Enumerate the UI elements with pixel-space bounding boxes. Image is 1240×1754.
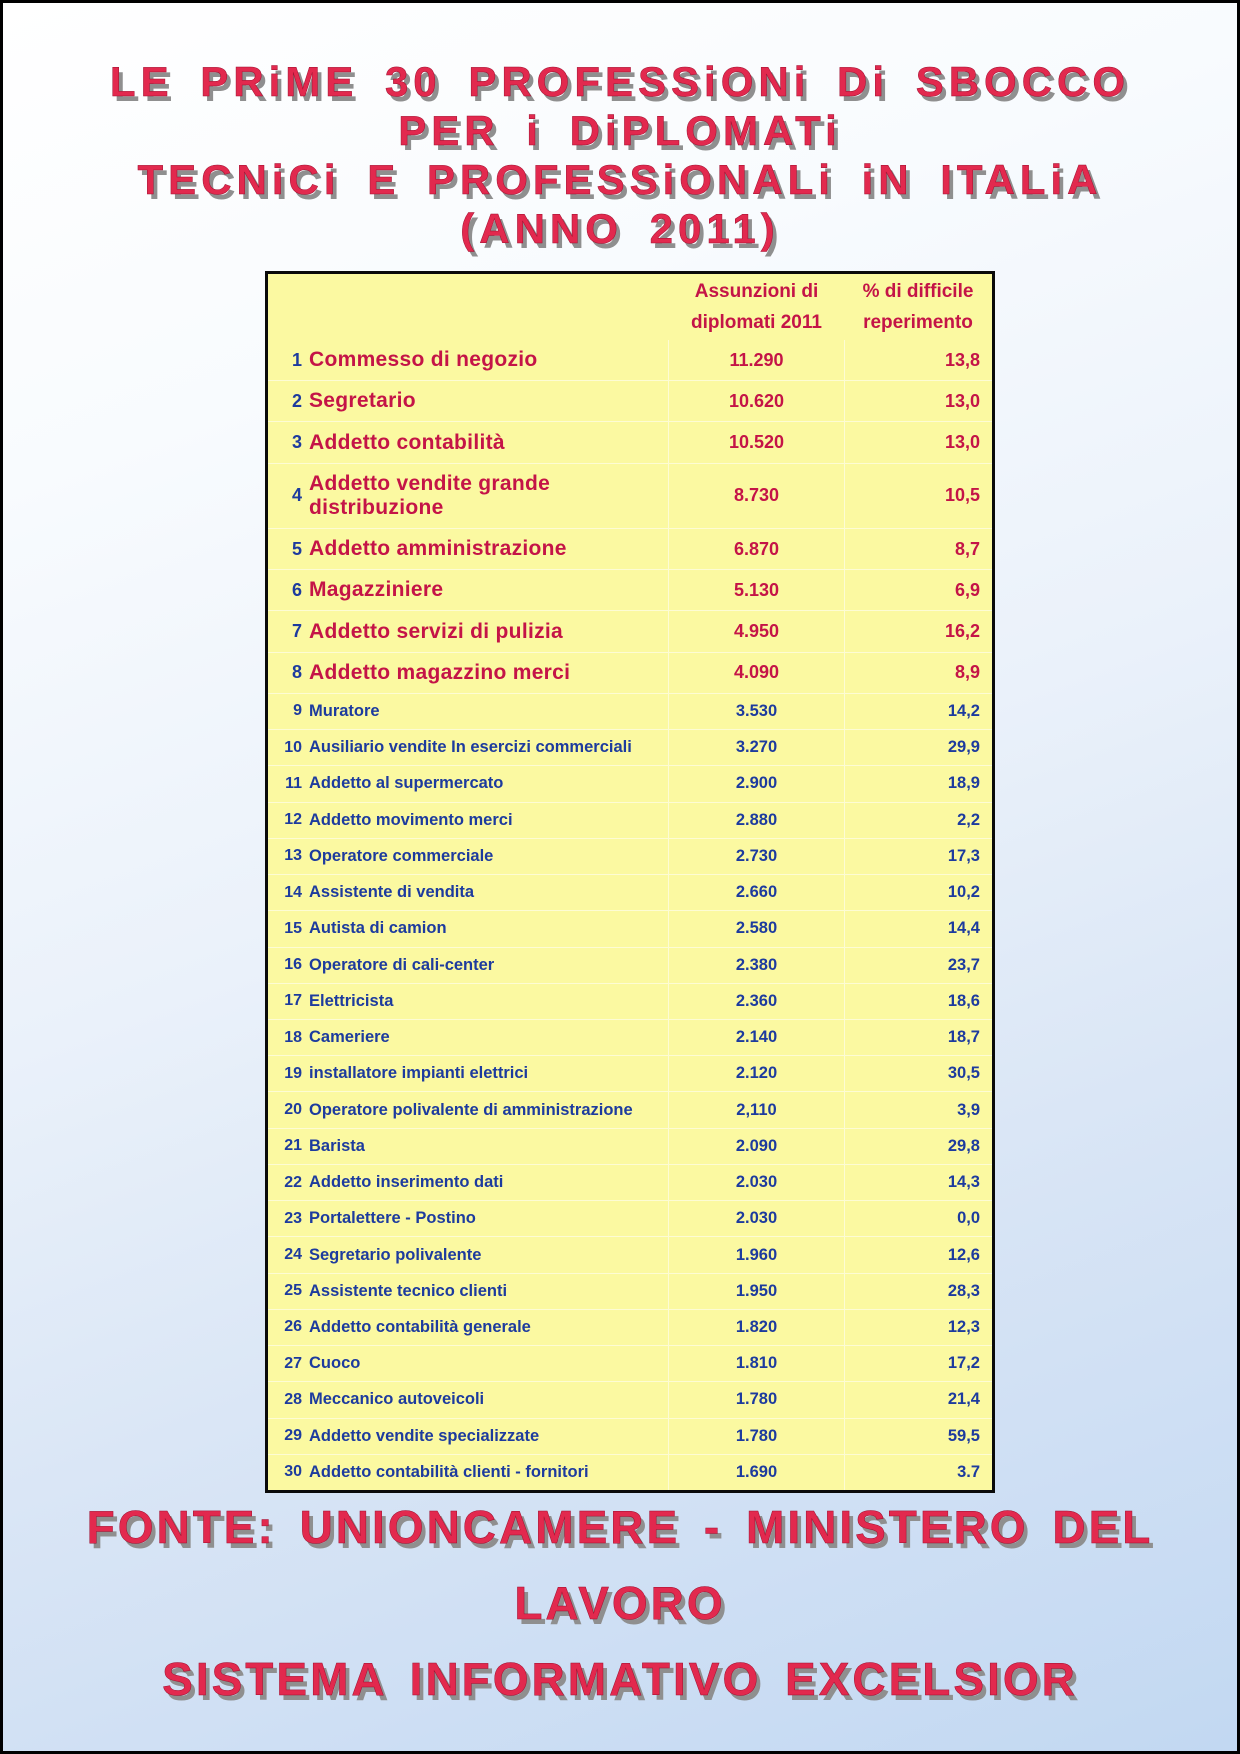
table-row — [268, 947, 992, 983]
table-row — [268, 340, 992, 380]
row-rank: 21 — [284, 1137, 302, 1155]
table-row — [268, 1236, 992, 1272]
row-hires: 2.090 — [668, 1129, 844, 1164]
table-row — [268, 1164, 992, 1200]
row-pct: 59,5 — [844, 1419, 992, 1454]
title-line-3: TECNiCi E PROFESSiONALi iN ITALiA — [137, 156, 1103, 203]
row-rank: 17 — [284, 992, 302, 1010]
row-rank: 30 — [284, 1463, 302, 1481]
row-profession: Addetto vendite grande distribuzione — [309, 471, 551, 519]
row-pct: 23,7 — [844, 948, 992, 983]
row-pct: 10,5 — [844, 464, 992, 528]
row-rank: 15 — [284, 919, 302, 937]
row-profession: Addetto inserimento dati — [309, 1173, 504, 1192]
row-hires: 1.820 — [668, 1310, 844, 1345]
row-profession: Operatore commerciale — [309, 846, 494, 865]
row-rank: 19 — [284, 1064, 302, 1082]
row-profession: Segretario polivalente — [309, 1245, 482, 1264]
row-hires: 10.620 — [668, 381, 844, 421]
row-profession: Addetto contabilità generale — [309, 1317, 531, 1336]
row-hires: 2.900 — [668, 766, 844, 801]
row-pct: 13,0 — [844, 381, 992, 421]
table-row — [268, 1345, 992, 1381]
table-row — [268, 838, 992, 874]
table-row — [268, 528, 992, 569]
row-rank: 9 — [293, 702, 302, 720]
source-note — [3, 1489, 1237, 1717]
footer-line-1: FONTE: UNIONCAMERE - MINISTERO DEL LAVORO — [86, 1501, 1154, 1629]
table-row — [268, 729, 992, 765]
row-rank: 23 — [284, 1209, 302, 1227]
row-rank: 4 — [291, 485, 302, 506]
row-hires: 2.360 — [668, 984, 844, 1019]
row-rank: 16 — [284, 956, 302, 974]
page-title — [3, 57, 1237, 253]
row-profession: Elettricista — [309, 991, 394, 1010]
row-profession: Operatore di cali-center — [309, 955, 495, 974]
row-profession: Addetto contabilità clienti - fornitori — [309, 1462, 589, 1481]
row-hires: 2.660 — [668, 875, 844, 910]
row-rank: 28 — [284, 1390, 302, 1408]
row-pct: 6,9 — [844, 570, 992, 610]
row-profession: Ausiliario vendite In esercizi commerciali — [309, 738, 632, 757]
row-hires: 4.090 — [668, 653, 844, 693]
row-profession: Segretario — [309, 389, 416, 413]
row-pct: 17,2 — [844, 1346, 992, 1381]
row-pct: 29,8 — [844, 1129, 992, 1164]
table-row — [268, 1128, 992, 1164]
table-row — [268, 421, 992, 462]
row-pct: 0,0 — [844, 1201, 992, 1236]
table-row — [268, 1019, 992, 1055]
row-rank: 12 — [284, 811, 302, 829]
row-hires: 2.730 — [668, 839, 844, 874]
row-rank: 11 — [285, 774, 302, 792]
row-pct: 14,3 — [844, 1165, 992, 1200]
row-pct: 3,9 — [844, 1092, 992, 1127]
table-row — [268, 1309, 992, 1345]
row-pct: 14,2 — [844, 694, 992, 729]
row-pct: 16,2 — [844, 611, 992, 651]
title-line-1: LE PRiME 30 PROFESSiONi Di SBOCCO — [109, 58, 1131, 105]
row-rank: 3 — [291, 432, 302, 453]
col-header-pct — [844, 276, 992, 338]
row-profession: installatore impianti elettrici — [309, 1064, 529, 1083]
row-rank: 27 — [284, 1354, 302, 1372]
row-profession: Addetto movimento merci — [309, 810, 513, 829]
row-pct: 18,9 — [844, 766, 992, 801]
row-profession: Meccanico autoveicoli — [309, 1390, 485, 1409]
row-hires: 2.030 — [668, 1165, 844, 1200]
row-hires: 6.870 — [668, 529, 844, 569]
row-hires: 3.530 — [668, 694, 844, 729]
row-profession: Muratore — [309, 701, 380, 720]
professions-table — [265, 271, 995, 1493]
table-row — [268, 1454, 992, 1490]
table-row — [268, 1381, 992, 1417]
title-line-4: (ANNO 2011) — [460, 205, 780, 252]
table-row — [268, 765, 992, 801]
row-pct: 12,3 — [844, 1310, 992, 1345]
row-hires: 2.380 — [668, 948, 844, 983]
table-row — [268, 463, 992, 528]
row-profession: Operatore polivalente di amministrazione — [309, 1100, 633, 1119]
row-profession: Assistente di vendita — [309, 883, 475, 902]
table-row — [268, 1200, 992, 1236]
table-row — [268, 983, 992, 1019]
table-row — [268, 874, 992, 910]
row-rank: 13 — [284, 847, 302, 865]
table-row — [268, 802, 992, 838]
row-profession: Commesso di negozio — [309, 348, 538, 372]
row-rank: 22 — [284, 1173, 302, 1191]
row-hires: 10.520 — [668, 422, 844, 462]
row-profession: Barista — [309, 1136, 365, 1155]
row-hires: 2.880 — [668, 803, 844, 838]
table-row — [268, 569, 992, 610]
row-rank: 10 — [284, 738, 302, 756]
row-hires: 2.120 — [668, 1056, 844, 1091]
col-header-hires — [669, 276, 844, 338]
row-hires: 1.690 — [668, 1455, 844, 1490]
row-profession: Addetto contabilità — [309, 430, 505, 454]
row-pct: 13,0 — [844, 422, 992, 462]
footer-line-2: SISTEMA INFORMATIVO EXCELSIOR — [162, 1653, 1078, 1705]
row-profession: Addetto al supermercato — [309, 774, 504, 793]
row-pct: 8,7 — [844, 529, 992, 569]
col-header-hires-line2: diplomati 2011 — [691, 312, 822, 333]
row-rank: 5 — [291, 538, 302, 559]
row-hires: 11.290 — [668, 340, 844, 380]
row-hires: 2.030 — [668, 1201, 844, 1236]
table-header — [268, 274, 992, 340]
row-hires: 1.810 — [668, 1346, 844, 1381]
row-pct: 29,9 — [844, 730, 992, 765]
table-row — [268, 380, 992, 421]
row-rank: 24 — [284, 1246, 302, 1263]
row-rank: 26 — [284, 1318, 302, 1336]
table-row — [268, 693, 992, 729]
row-hires: 3.270 — [668, 730, 844, 765]
row-profession: Cameriere — [309, 1028, 390, 1047]
row-hires: 1.780 — [668, 1419, 844, 1454]
row-profession: Cuoco — [309, 1354, 361, 1373]
row-profession: Addetto magazzino merci — [309, 660, 571, 684]
row-pct: 2,2 — [844, 803, 992, 838]
row-pct: 21,4 — [844, 1382, 992, 1417]
row-rank: 8 — [291, 662, 302, 683]
col-header-pct-line2: reperimento — [863, 312, 973, 333]
row-pct: 14,4 — [844, 911, 992, 946]
row-pct: 17,3 — [844, 839, 992, 874]
row-pct: 12,6 — [844, 1237, 992, 1272]
row-rank: 29 — [284, 1427, 302, 1445]
row-pct: 30,5 — [844, 1056, 992, 1091]
row-pct: 3.7 — [844, 1455, 992, 1490]
row-pct: 8,9 — [844, 653, 992, 693]
row-profession: Addetto amministrazione — [309, 537, 567, 561]
row-pct: 18,6 — [844, 984, 992, 1019]
row-hires: 4.950 — [668, 611, 844, 651]
row-profession: Autista di camion — [309, 919, 447, 938]
row-rank: 18 — [284, 1028, 302, 1046]
row-profession: Addetto servizi di pulizia — [309, 619, 563, 643]
table-row — [268, 910, 992, 946]
table-row — [268, 1418, 992, 1454]
row-rank: 25 — [284, 1282, 302, 1300]
row-hires: 2.580 — [668, 911, 844, 946]
row-hires: 2.140 — [668, 1020, 844, 1055]
row-profession: Portalettere - Postino — [309, 1209, 476, 1228]
col-header-hires-line1: Assunzioni di — [694, 281, 819, 302]
row-pct: 13,8 — [844, 340, 992, 380]
table-row — [268, 1055, 992, 1091]
row-hires: 8.730 — [668, 464, 844, 528]
row-rank: 14 — [284, 883, 302, 901]
col-header-pct-line1: % di difficile — [862, 281, 974, 302]
table-body — [268, 340, 992, 1490]
row-pct: 28,3 — [844, 1274, 992, 1309]
row-rank: 1 — [291, 349, 302, 370]
row-hires: 1.950 — [668, 1274, 844, 1309]
table-row — [268, 1273, 992, 1309]
row-profession: Assistente tecnico clienti — [309, 1281, 508, 1300]
row-hires: 1.960 — [668, 1237, 844, 1272]
row-rank: 2 — [291, 390, 302, 411]
row-profession: Addetto vendite specializzate — [309, 1426, 540, 1445]
row-rank: 20 — [284, 1101, 302, 1119]
row-hires: 1.780 — [668, 1382, 844, 1417]
row-rank: 6 — [291, 579, 302, 600]
table-row — [268, 610, 992, 651]
row-profession: Magazziniere — [309, 578, 444, 602]
row-hires: 2,110 — [668, 1092, 844, 1127]
table-row — [268, 652, 992, 693]
row-rank: 7 — [291, 621, 302, 642]
row-pct: 18,7 — [844, 1020, 992, 1055]
row-pct: 10,2 — [844, 875, 992, 910]
row-hires: 5.130 — [668, 570, 844, 610]
table-row — [268, 1091, 992, 1127]
title-line-2: PER i DiPLOMATi — [398, 107, 842, 154]
